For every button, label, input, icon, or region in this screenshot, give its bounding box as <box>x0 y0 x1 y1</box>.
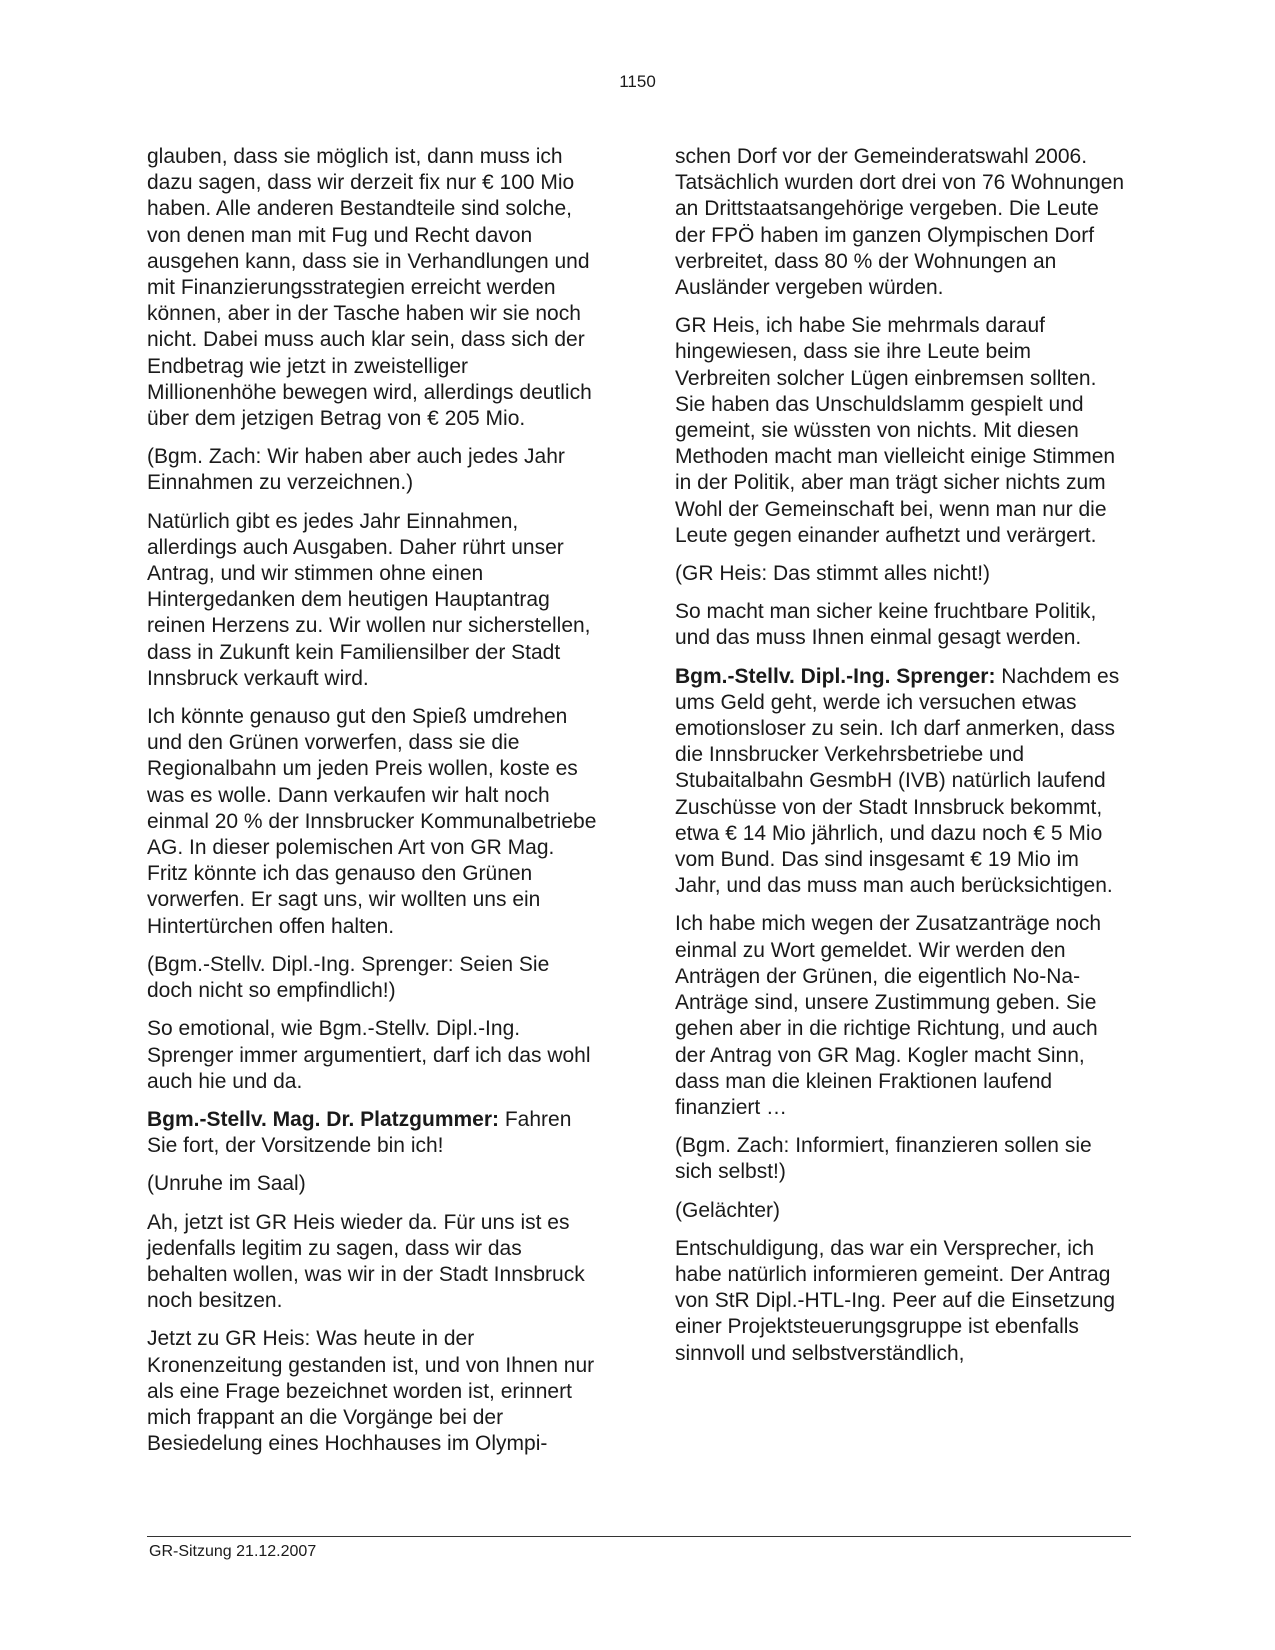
speaker-paragraph <box>147 1107 597 1159</box>
footer-divider <box>147 1536 1131 1537</box>
left-column <box>147 144 597 1469</box>
interjection: (Bgm.-Stellv. Dipl.-Ing. Sprenger: Seien Sie doch nicht so empfindlich!) <box>147 952 550 1003</box>
interjection: (Unruhe im Saal) <box>147 1172 306 1196</box>
paragraph: schen Dorf vor der Gemeinderatswahl 2006. Tatsächlich wurden dort drei von 76 Wohnungen an Drittstaatsangehörige vergeben. Die Leute der FPÖ haben im ganzen Olympischen Dorf verbreitet, dass 80 % der Wohnungen an Ausländer vergeben würden. <box>675 145 1125 300</box>
paragraph: So emotional, wie Bgm.-Stellv. Dipl.-Ing. Sprenger immer argumentiert, darf ich das wohl auch hie und da. <box>147 1017 591 1093</box>
paragraph: So macht man sicher keine fruchtbare Politik, und das muss Ihnen einmal gesagt werden. <box>675 600 1097 650</box>
footer-session-date: GR-Sitzung 21.12.2007 <box>149 1543 317 1560</box>
paragraph: Ich könnte genauso gut den Spieß umdrehen und den Grünen vorwerfen, dass sie die Regionalbahn um jeden Preis wollen, koste es was es wolle. Dann verkaufen wir halt noch einmal 20 % der Innsbrucker Kommunalbetriebe AG. In dieser polemischen Art von GR Mag. Fritz könnte ich das genauso den Grünen vorwerfen. Er sagt uns, wir wollten uns ein Hintertürchen offen halten. <box>147 705 597 938</box>
speaker-text: Nachdem es ums Geld geht, werde ich versuchen etwas emotionsloser zu sein. Ich darf anmerken, dass die Innsbrucker Verkehrsbetriebe und Stubaitalbahn GesmbH (IVB) natürlich laufend Zuschüsse von der Stadt Innsbruck bekommt, etwa € 14 Mio jährlich, und dazu noch € 5 Mio vom Bund. Das sind insgesamt € 19 Mio im Jahr, und das muss man auch berücksichtigen. <box>675 664 1120 898</box>
interjection: (Bgm. Zach: Informiert, finanzieren sollen sie sich selbst!) <box>675 1134 1092 1184</box>
paragraph: Natürlich gibt es jedes Jahr Einnahmen, allerdings auch Ausgaben. Daher rührt unser Antrag, und wir stimmen ohne einen Hintergedanken dem heutigen Hauptantrag reinen Herzens zu. Wir wollen nur sicherstellen, dass in Zukunft kein Familiensilber der Stadt Innsbruck verkauft wird. <box>147 509 591 690</box>
speaker-text: Fahren Sie fort, der Vorsitzende bin ich! <box>147 1107 572 1158</box>
page-number: 1150 <box>619 72 656 91</box>
paragraph: Entschuldigung, das war ein Versprecher, ich habe natürlich informieren gemeint. Der Antrag von StR Dipl.-HTL-Ing. Peer auf die Einsetzung einer Projektsteuerungsgruppe ist ebenfalls sinnvoll und selbstverständlich, <box>675 1236 1116 1365</box>
paragraph: glauben, dass sie möglich ist, dann muss ich dazu sagen, dass wir derzeit fix nur € 100 Mio haben. Alle anderen Bestandteile sind solche, von denen man mit Fug und Recht davon ausgehen kann, dass sie in Verhandlungen und mit Finanzierungsstrategien erreicht werden können, aber in der Tasche haben wir sie noch nicht. Dabei muss auch klar sein, dass sich der Endbetrag wie jetzt in zweistelliger Millionenhöhe bewegen wird, allerdings deutlich über dem jetzigen Betrag von € 205 Mio. <box>147 145 592 431</box>
speaker-name: Bgm.-Stellv. Dipl.-Ing. Sprenger: <box>675 664 996 688</box>
paragraph: Ah, jetzt ist GR Heis wieder da. Für uns ist es jedenfalls legitim zu sagen, dass wir das behalten wollen, was wir in der Stadt Innsbruck noch besitzen. <box>147 1210 585 1313</box>
paragraph: GR Heis, ich habe Sie mehrmals darauf hingewiesen, dass sie ihre Leute beim Verbreiten solcher Lügen einbremsen sollten. Sie haben das Unschuldslamm gespielt und gemeint, sie wüssten von nichts. Mit diesen Methoden macht man vielleicht einige Stimmen in der Politik, aber man trägt sicher nichts zum Wohl der Gemeinschaft bei, wenn man nur die Leute gegen einander aufhetzt und verärgert. <box>675 314 1116 547</box>
speaker-paragraph <box>675 664 1125 900</box>
paragraph: Ich habe mich wegen der Zusatzanträge noch einmal zu Wort gemeldet. Wir werden den Anträgen der Grünen, die eigentlich No-Na-Anträge sind, unsere Zustimmung geben. Sie gehen aber in die richtige Richtung, und auch der Antrag von GR Mag. Kogler macht Sinn, dass man die kleinen Fraktionen laufend finanziert … <box>675 912 1102 1119</box>
interjection: (Bgm. Zach: Wir haben aber auch jedes Jahr Einnahmen zu verzeichnen.) <box>147 445 565 495</box>
right-column <box>675 144 1125 1379</box>
speaker-name: Bgm.-Stellv. Mag. Dr. Platzgummer: <box>147 1107 500 1131</box>
interjection: (Gelächter) <box>675 1198 781 1222</box>
interjection: (GR Heis: Das stimmt alles nicht!) <box>675 562 991 586</box>
paragraph: Jetzt zu GR Heis: Was heute in der Kronenzeitung gestanden ist, und von Ihnen nur als eine Frage bezeichnet worden ist, erinnert mich frappant an die Vorgänge bei der Besiedelung eines Hochhauses im Olympi- <box>147 1327 595 1456</box>
